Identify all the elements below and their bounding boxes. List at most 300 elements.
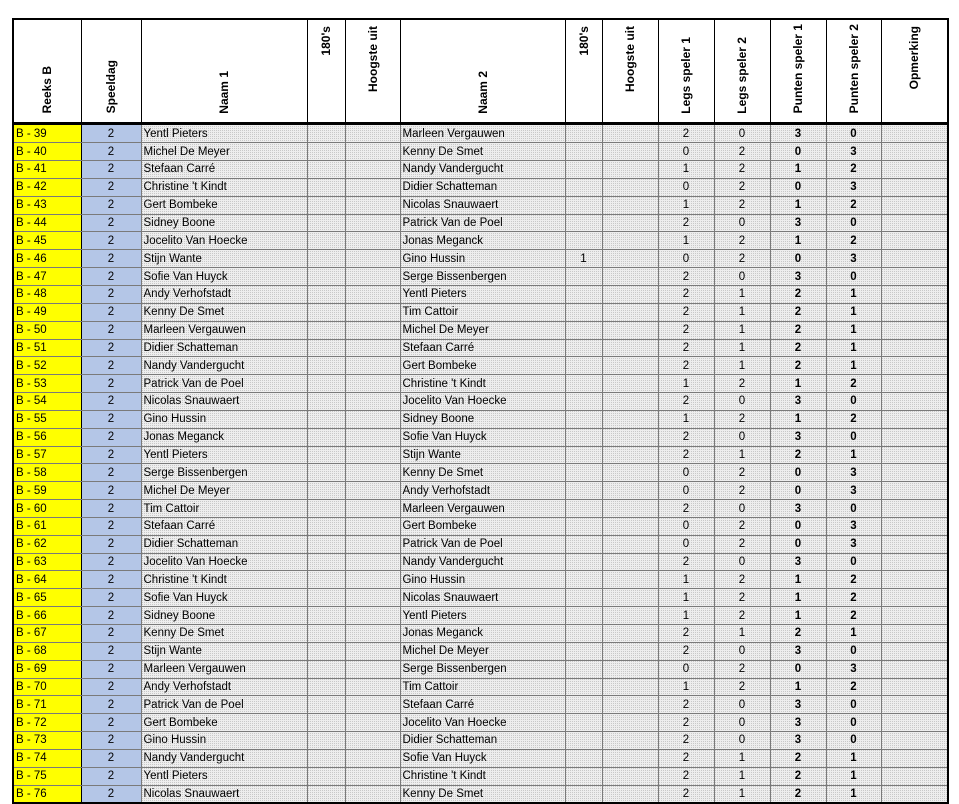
cell-punten1[interactable]: 3 [770, 642, 826, 660]
cell-reeks[interactable]: B - 41 [13, 161, 81, 179]
cell-c180_1[interactable] [307, 678, 345, 696]
cell-naam1[interactable]: Yentl Pieters [141, 767, 307, 785]
cell-legs2[interactable]: 0 [714, 214, 770, 232]
cell-punten2[interactable]: 1 [826, 625, 881, 643]
cell-opmerking[interactable] [881, 285, 948, 303]
cell-punten1[interactable]: 2 [770, 625, 826, 643]
cell-c180_2[interactable] [565, 339, 602, 357]
cell-punten1[interactable]: 3 [770, 553, 826, 571]
cell-c180_1[interactable] [307, 375, 345, 393]
cell-legs1[interactable]: 0 [658, 517, 714, 535]
cell-legs2[interactable]: 2 [714, 607, 770, 625]
cell-reeks[interactable]: B - 50 [13, 321, 81, 339]
cell-legs1[interactable]: 2 [658, 642, 714, 660]
cell-hoogste1[interactable] [345, 678, 400, 696]
cell-naam1[interactable]: Gert Bombeke [141, 714, 307, 732]
cell-c180_1[interactable] [307, 214, 345, 232]
cell-opmerking[interactable] [881, 232, 948, 250]
cell-c180_1[interactable] [307, 124, 345, 143]
cell-c180_1[interactable] [307, 785, 345, 803]
cell-speeldag[interactable]: 2 [81, 410, 141, 428]
cell-naam2[interactable]: Christine 't Kindt [400, 375, 565, 393]
cell-punten2[interactable]: 0 [826, 500, 881, 518]
cell-speeldag[interactable]: 2 [81, 250, 141, 268]
cell-naam1[interactable]: Christine 't Kindt [141, 178, 307, 196]
cell-punten2[interactable]: 0 [826, 214, 881, 232]
cell-naam2[interactable]: Nandy Vandergucht [400, 553, 565, 571]
cell-punten1[interactable]: 0 [770, 517, 826, 535]
cell-reeks[interactable]: B - 39 [13, 124, 81, 143]
cell-naam1[interactable]: Marleen Vergauwen [141, 660, 307, 678]
cell-legs1[interactable]: 2 [658, 268, 714, 286]
cell-c180_1[interactable] [307, 143, 345, 161]
cell-punten1[interactable]: 0 [770, 482, 826, 500]
cell-speeldag[interactable]: 2 [81, 214, 141, 232]
cell-c180_2[interactable] [565, 678, 602, 696]
cell-hoogste2[interactable] [602, 517, 658, 535]
cell-hoogste1[interactable] [345, 321, 400, 339]
cell-hoogste1[interactable] [345, 357, 400, 375]
cell-c180_1[interactable] [307, 500, 345, 518]
cell-c180_2[interactable] [565, 124, 602, 143]
cell-punten1[interactable]: 3 [770, 214, 826, 232]
cell-legs1[interactable]: 2 [658, 732, 714, 750]
cell-c180_1[interactable] [307, 464, 345, 482]
cell-punten1[interactable]: 3 [770, 268, 826, 286]
cell-c180_1[interactable] [307, 268, 345, 286]
cell-naam2[interactable]: Sofie Van Huyck [400, 749, 565, 767]
cell-reeks[interactable]: B - 59 [13, 482, 81, 500]
cell-legs1[interactable]: 2 [658, 500, 714, 518]
cell-legs1[interactable]: 2 [658, 785, 714, 803]
cell-c180_1[interactable] [307, 642, 345, 660]
cell-speeldag[interactable]: 2 [81, 767, 141, 785]
cell-hoogste1[interactable] [345, 303, 400, 321]
cell-naam2[interactable]: Jocelito Van Hoecke [400, 393, 565, 411]
cell-opmerking[interactable] [881, 607, 948, 625]
cell-opmerking[interactable] [881, 767, 948, 785]
cell-speeldag[interactable]: 2 [81, 696, 141, 714]
cell-c180_1[interactable] [307, 285, 345, 303]
cell-punten2[interactable]: 1 [826, 357, 881, 375]
cell-naam2[interactable]: Gert Bombeke [400, 517, 565, 535]
cell-speeldag[interactable]: 2 [81, 500, 141, 518]
cell-hoogste1[interactable] [345, 749, 400, 767]
cell-naam1[interactable]: Yentl Pieters [141, 124, 307, 143]
cell-hoogste1[interactable] [345, 375, 400, 393]
column-header-c180_2[interactable] [565, 19, 602, 124]
cell-speeldag[interactable]: 2 [81, 303, 141, 321]
cell-legs1[interactable]: 2 [658, 285, 714, 303]
cell-hoogste1[interactable] [345, 553, 400, 571]
cell-hoogste2[interactable] [602, 660, 658, 678]
cell-legs2[interactable]: 2 [714, 161, 770, 179]
cell-hoogste2[interactable] [602, 767, 658, 785]
cell-legs1[interactable]: 1 [658, 232, 714, 250]
cell-legs1[interactable]: 1 [658, 375, 714, 393]
cell-c180_2[interactable] [565, 446, 602, 464]
cell-punten1[interactable]: 3 [770, 732, 826, 750]
cell-hoogste2[interactable] [602, 446, 658, 464]
cell-punten2[interactable]: 2 [826, 678, 881, 696]
cell-naam2[interactable]: Stefaan Carré [400, 696, 565, 714]
cell-c180_2[interactable] [565, 642, 602, 660]
cell-c180_1[interactable] [307, 732, 345, 750]
cell-reeks[interactable]: B - 53 [13, 375, 81, 393]
cell-legs2[interactable]: 2 [714, 535, 770, 553]
cell-punten1[interactable]: 2 [770, 285, 826, 303]
cell-punten2[interactable]: 0 [826, 714, 881, 732]
cell-legs1[interactable]: 2 [658, 428, 714, 446]
cell-hoogste1[interactable] [345, 732, 400, 750]
cell-hoogste2[interactable] [602, 553, 658, 571]
cell-speeldag[interactable]: 2 [81, 589, 141, 607]
cell-legs2[interactable]: 2 [714, 375, 770, 393]
cell-speeldag[interactable]: 2 [81, 517, 141, 535]
cell-speeldag[interactable]: 2 [81, 285, 141, 303]
cell-punten2[interactable]: 1 [826, 749, 881, 767]
column-header-naam1[interactable] [141, 19, 307, 124]
cell-naam1[interactable]: Andy Verhofstadt [141, 678, 307, 696]
cell-speeldag[interactable]: 2 [81, 268, 141, 286]
cell-legs2[interactable]: 2 [714, 196, 770, 214]
cell-c180_2[interactable] [565, 785, 602, 803]
cell-punten2[interactable]: 3 [826, 464, 881, 482]
cell-naam2[interactable]: Yentl Pieters [400, 285, 565, 303]
cell-speeldag[interactable]: 2 [81, 428, 141, 446]
cell-legs1[interactable]: 0 [658, 250, 714, 268]
cell-hoogste1[interactable] [345, 178, 400, 196]
cell-punten1[interactable]: 1 [770, 678, 826, 696]
cell-legs1[interactable]: 2 [658, 393, 714, 411]
cell-legs2[interactable]: 2 [714, 589, 770, 607]
cell-legs2[interactable]: 2 [714, 571, 770, 589]
cell-speeldag[interactable]: 2 [81, 749, 141, 767]
cell-opmerking[interactable] [881, 124, 948, 143]
cell-naam1[interactable]: Serge Bissenbergen [141, 464, 307, 482]
cell-punten1[interactable]: 2 [770, 767, 826, 785]
cell-hoogste2[interactable] [602, 161, 658, 179]
cell-legs2[interactable]: 1 [714, 446, 770, 464]
cell-reeks[interactable]: B - 75 [13, 767, 81, 785]
cell-naam2[interactable]: Patrick Van de Poel [400, 214, 565, 232]
cell-legs2[interactable]: 1 [714, 303, 770, 321]
cell-punten1[interactable]: 1 [770, 607, 826, 625]
cell-punten2[interactable]: 1 [826, 303, 881, 321]
cell-legs1[interactable]: 0 [658, 464, 714, 482]
cell-opmerking[interactable] [881, 625, 948, 643]
cell-naam1[interactable]: Patrick Van de Poel [141, 696, 307, 714]
cell-hoogste1[interactable] [345, 339, 400, 357]
cell-legs2[interactable]: 0 [714, 124, 770, 143]
cell-reeks[interactable]: B - 58 [13, 464, 81, 482]
cell-legs2[interactable]: 2 [714, 517, 770, 535]
cell-c180_2[interactable] [565, 625, 602, 643]
cell-punten1[interactable]: 1 [770, 196, 826, 214]
cell-naam1[interactable]: Andy Verhofstadt [141, 285, 307, 303]
cell-c180_2[interactable] [565, 714, 602, 732]
cell-c180_2[interactable] [565, 500, 602, 518]
cell-c180_2[interactable] [565, 464, 602, 482]
cell-naam2[interactable]: Marleen Vergauwen [400, 124, 565, 143]
cell-reeks[interactable]: B - 62 [13, 535, 81, 553]
cell-legs1[interactable]: 2 [658, 321, 714, 339]
cell-reeks[interactable]: B - 61 [13, 517, 81, 535]
cell-punten1[interactable]: 2 [770, 339, 826, 357]
cell-punten1[interactable]: 2 [770, 785, 826, 803]
cell-naam2[interactable]: Kenny De Smet [400, 143, 565, 161]
cell-reeks[interactable]: B - 49 [13, 303, 81, 321]
cell-speeldag[interactable]: 2 [81, 393, 141, 411]
cell-opmerking[interactable] [881, 785, 948, 803]
cell-naam2[interactable]: Jocelito Van Hoecke [400, 714, 565, 732]
cell-c180_1[interactable] [307, 178, 345, 196]
cell-naam1[interactable]: Nandy Vandergucht [141, 357, 307, 375]
cell-naam1[interactable]: Stijn Wante [141, 642, 307, 660]
cell-hoogste2[interactable] [602, 589, 658, 607]
cell-c180_1[interactable] [307, 428, 345, 446]
cell-hoogste1[interactable] [345, 571, 400, 589]
cell-naam1[interactable]: Gino Hussin [141, 410, 307, 428]
cell-opmerking[interactable] [881, 464, 948, 482]
cell-naam1[interactable]: Didier Schatteman [141, 535, 307, 553]
cell-c180_1[interactable] [307, 696, 345, 714]
cell-hoogste1[interactable] [345, 500, 400, 518]
cell-legs1[interactable]: 0 [658, 482, 714, 500]
cell-opmerking[interactable] [881, 660, 948, 678]
cell-hoogste2[interactable] [602, 482, 658, 500]
cell-naam1[interactable]: Patrick Van de Poel [141, 375, 307, 393]
cell-opmerking[interactable] [881, 303, 948, 321]
cell-naam1[interactable]: Nicolas Snauwaert [141, 393, 307, 411]
cell-c180_2[interactable] [565, 143, 602, 161]
cell-c180_2[interactable] [565, 553, 602, 571]
cell-legs2[interactable]: 0 [714, 642, 770, 660]
cell-c180_1[interactable] [307, 625, 345, 643]
cell-opmerking[interactable] [881, 268, 948, 286]
cell-hoogste2[interactable] [602, 285, 658, 303]
cell-c180_2[interactable] [565, 232, 602, 250]
cell-naam2[interactable]: Jonas Meganck [400, 625, 565, 643]
cell-c180_2[interactable] [565, 428, 602, 446]
cell-punten2[interactable]: 2 [826, 232, 881, 250]
cell-c180_2[interactable] [565, 285, 602, 303]
cell-opmerking[interactable] [881, 393, 948, 411]
cell-naam2[interactable]: Gino Hussin [400, 250, 565, 268]
cell-c180_1[interactable] [307, 535, 345, 553]
cell-naam2[interactable]: Jonas Meganck [400, 232, 565, 250]
cell-speeldag[interactable]: 2 [81, 785, 141, 803]
cell-speeldag[interactable]: 2 [81, 321, 141, 339]
cell-hoogste1[interactable] [345, 124, 400, 143]
cell-naam2[interactable]: Sofie Van Huyck [400, 428, 565, 446]
cell-speeldag[interactable]: 2 [81, 607, 141, 625]
cell-punten2[interactable]: 0 [826, 696, 881, 714]
cell-punten2[interactable]: 2 [826, 410, 881, 428]
cell-hoogste1[interactable] [345, 268, 400, 286]
cell-hoogste2[interactable] [602, 714, 658, 732]
cell-hoogste1[interactable] [345, 464, 400, 482]
cell-punten1[interactable]: 1 [770, 375, 826, 393]
cell-hoogste1[interactable] [345, 428, 400, 446]
cell-speeldag[interactable]: 2 [81, 625, 141, 643]
cell-hoogste2[interactable] [602, 124, 658, 143]
cell-c180_2[interactable] [565, 321, 602, 339]
cell-punten1[interactable]: 0 [770, 660, 826, 678]
cell-reeks[interactable]: B - 74 [13, 749, 81, 767]
cell-punten2[interactable]: 1 [826, 767, 881, 785]
cell-reeks[interactable]: B - 56 [13, 428, 81, 446]
cell-c180_1[interactable] [307, 339, 345, 357]
cell-reeks[interactable]: B - 69 [13, 660, 81, 678]
cell-punten1[interactable]: 2 [770, 749, 826, 767]
cell-naam2[interactable]: Serge Bissenbergen [400, 660, 565, 678]
cell-naam1[interactable]: Sofie Van Huyck [141, 268, 307, 286]
cell-hoogste1[interactable] [345, 517, 400, 535]
cell-legs1[interactable]: 1 [658, 678, 714, 696]
cell-hoogste2[interactable] [602, 214, 658, 232]
cell-punten1[interactable]: 1 [770, 232, 826, 250]
cell-opmerking[interactable] [881, 428, 948, 446]
cell-opmerking[interactable] [881, 161, 948, 179]
cell-c180_2[interactable] [565, 696, 602, 714]
cell-punten2[interactable]: 2 [826, 571, 881, 589]
cell-opmerking[interactable] [881, 214, 948, 232]
cell-punten1[interactable]: 1 [770, 571, 826, 589]
cell-naam2[interactable]: Serge Bissenbergen [400, 268, 565, 286]
cell-c180_1[interactable] [307, 553, 345, 571]
cell-legs2[interactable]: 0 [714, 732, 770, 750]
cell-legs2[interactable]: 2 [714, 678, 770, 696]
cell-opmerking[interactable] [881, 571, 948, 589]
cell-speeldag[interactable]: 2 [81, 464, 141, 482]
cell-opmerking[interactable] [881, 339, 948, 357]
cell-hoogste1[interactable] [345, 196, 400, 214]
cell-legs2[interactable]: 0 [714, 696, 770, 714]
cell-hoogste2[interactable] [602, 464, 658, 482]
cell-c180_2[interactable] [565, 535, 602, 553]
cell-speeldag[interactable]: 2 [81, 678, 141, 696]
cell-opmerking[interactable] [881, 517, 948, 535]
cell-punten2[interactable]: 1 [826, 285, 881, 303]
cell-c180_2[interactable] [565, 660, 602, 678]
column-header-hoogste1[interactable] [345, 19, 400, 124]
cell-hoogste2[interactable] [602, 642, 658, 660]
cell-c180_2[interactable] [565, 607, 602, 625]
cell-c180_2[interactable] [565, 767, 602, 785]
cell-naam1[interactable]: Jonas Meganck [141, 428, 307, 446]
cell-punten2[interactable]: 0 [826, 642, 881, 660]
cell-c180_2[interactable] [565, 589, 602, 607]
cell-opmerking[interactable] [881, 535, 948, 553]
cell-legs1[interactable]: 2 [658, 625, 714, 643]
cell-punten1[interactable]: 0 [770, 143, 826, 161]
cell-legs1[interactable]: 2 [658, 696, 714, 714]
cell-punten1[interactable]: 0 [770, 535, 826, 553]
cell-legs1[interactable]: 2 [658, 214, 714, 232]
cell-punten2[interactable]: 1 [826, 339, 881, 357]
cell-punten2[interactable]: 2 [826, 196, 881, 214]
cell-legs2[interactable]: 0 [714, 268, 770, 286]
cell-c180_2[interactable] [565, 393, 602, 411]
cell-legs2[interactable]: 1 [714, 321, 770, 339]
cell-c180_2[interactable] [565, 482, 602, 500]
column-header-reeks[interactable] [13, 19, 81, 124]
cell-reeks[interactable]: B - 76 [13, 785, 81, 803]
cell-naam2[interactable]: Michel De Meyer [400, 321, 565, 339]
column-header-legs1[interactable] [658, 19, 714, 124]
cell-punten2[interactable]: 0 [826, 393, 881, 411]
column-header-naam2[interactable] [400, 19, 565, 124]
cell-reeks[interactable]: B - 55 [13, 410, 81, 428]
cell-legs2[interactable]: 0 [714, 393, 770, 411]
cell-opmerking[interactable] [881, 749, 948, 767]
cell-naam2[interactable]: Yentl Pieters [400, 607, 565, 625]
cell-punten1[interactable]: 1 [770, 161, 826, 179]
cell-punten2[interactable]: 2 [826, 375, 881, 393]
cell-hoogste2[interactable] [602, 196, 658, 214]
cell-reeks[interactable]: B - 68 [13, 642, 81, 660]
cell-c180_2[interactable] [565, 178, 602, 196]
column-header-hoogste2[interactable] [602, 19, 658, 124]
cell-legs2[interactable]: 1 [714, 285, 770, 303]
cell-naam2[interactable]: Marleen Vergauwen [400, 500, 565, 518]
cell-legs2[interactable]: 2 [714, 410, 770, 428]
cell-c180_2[interactable] [565, 732, 602, 750]
cell-reeks[interactable]: B - 65 [13, 589, 81, 607]
cell-punten1[interactable]: 3 [770, 124, 826, 143]
cell-naam1[interactable]: Stefaan Carré [141, 161, 307, 179]
cell-speeldag[interactable]: 2 [81, 482, 141, 500]
cell-hoogste1[interactable] [345, 482, 400, 500]
cell-reeks[interactable]: B - 57 [13, 446, 81, 464]
cell-c180_1[interactable] [307, 607, 345, 625]
cell-opmerking[interactable] [881, 589, 948, 607]
cell-naam2[interactable]: Stefaan Carré [400, 339, 565, 357]
cell-legs1[interactable]: 1 [658, 571, 714, 589]
cell-opmerking[interactable] [881, 732, 948, 750]
cell-reeks[interactable]: B - 67 [13, 625, 81, 643]
cell-opmerking[interactable] [881, 642, 948, 660]
cell-reeks[interactable]: B - 45 [13, 232, 81, 250]
cell-punten2[interactable]: 3 [826, 660, 881, 678]
cell-legs1[interactable]: 1 [658, 196, 714, 214]
cell-c180_2[interactable] [565, 161, 602, 179]
cell-punten1[interactable]: 3 [770, 428, 826, 446]
cell-opmerking[interactable] [881, 500, 948, 518]
cell-punten2[interactable]: 2 [826, 589, 881, 607]
cell-hoogste2[interactable] [602, 571, 658, 589]
cell-punten1[interactable]: 2 [770, 357, 826, 375]
cell-naam2[interactable]: Sidney Boone [400, 410, 565, 428]
cell-punten1[interactable]: 3 [770, 500, 826, 518]
cell-hoogste2[interactable] [602, 232, 658, 250]
cell-c180_2[interactable] [565, 571, 602, 589]
cell-punten1[interactable]: 2 [770, 303, 826, 321]
cell-c180_2[interactable] [565, 375, 602, 393]
cell-hoogste2[interactable] [602, 785, 658, 803]
cell-reeks[interactable]: B - 64 [13, 571, 81, 589]
cell-legs1[interactable]: 2 [658, 303, 714, 321]
cell-reeks[interactable]: B - 44 [13, 214, 81, 232]
cell-c180_1[interactable] [307, 767, 345, 785]
cell-hoogste1[interactable] [345, 143, 400, 161]
cell-legs2[interactable]: 0 [714, 428, 770, 446]
cell-c180_1[interactable] [307, 410, 345, 428]
cell-opmerking[interactable] [881, 357, 948, 375]
cell-naam2[interactable]: Gert Bombeke [400, 357, 565, 375]
cell-reeks[interactable]: B - 72 [13, 714, 81, 732]
